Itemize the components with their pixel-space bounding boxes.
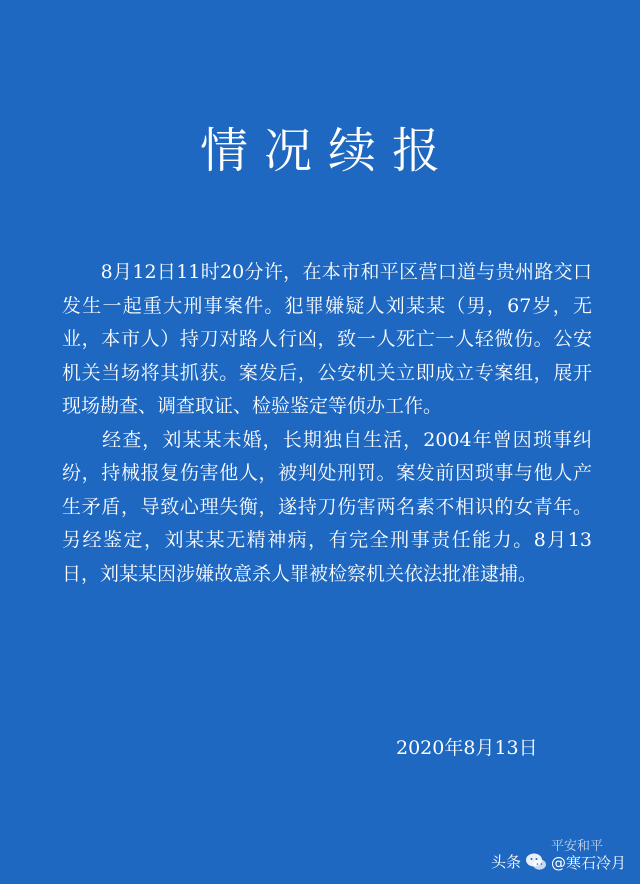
watermark-account-top: 平安和平 — [550, 839, 603, 854]
watermark — [491, 838, 626, 872]
watermark-accounts — [551, 838, 626, 872]
notice-title: 情况续报 — [199, 123, 456, 179]
wechat-icon — [525, 852, 547, 872]
notice-paragraph-1: 8月12日11时20分许，在本市和平区营口道与贵州路交口发生一起重大刑事案件。犯罪嫌疑人刘某某（男，67岁，无业，本市人）持刀对路人行凶，致一人死亡一人轻微伤。公安机关当场将其抓获。案发后，公安机关立即成立专案组，展开现场勘查、调查取证、检验鉴定等侦办工作。 — [62, 261, 592, 417]
notice-date: 2020年8月13日 — [396, 737, 538, 759]
watermark-source: 头条 — [490, 853, 521, 871]
notice-paragraph-2: 经查，刘某某未婚，长期独自生活，2004年曾因琐事纠纷，持械报复伤害他人，被判处刑罚。案发前因琐事与他人产生矛盾，导致心理失衡，遂持刀伤害两名素不相识的女青年。另经鉴定，刘某某无精神病，有完全刑事责任能力。8月13日，刘某某因涉嫌故意杀人罪被检察机关依法批准逮捕。 — [62, 428, 592, 585]
notice-body — [62, 256, 592, 591]
watermark-account-bottom: @寒石冷月 — [550, 854, 626, 872]
